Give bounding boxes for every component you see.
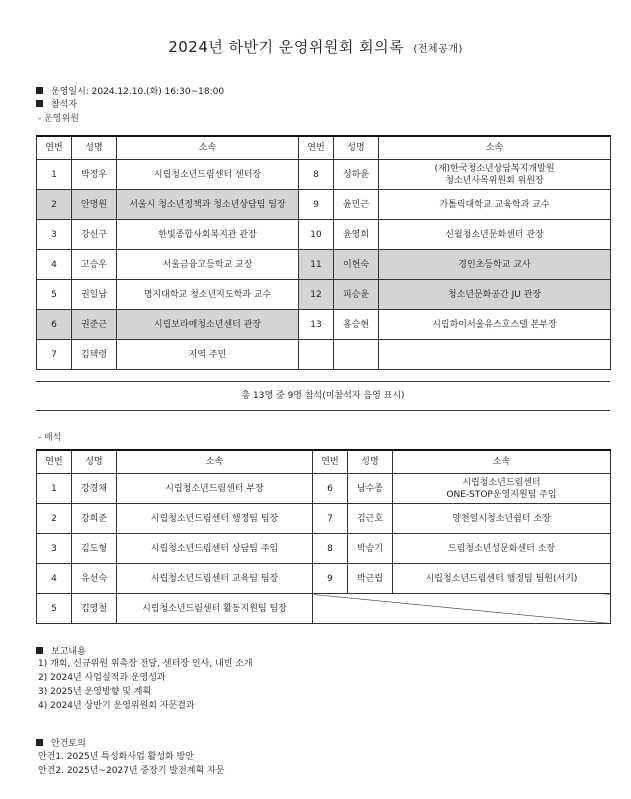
table-header-row [37,450,611,474]
meeting-date: 운영일시: 2024.12.10.(화) 16:30~18:00 [51,87,225,97]
table-row [37,280,611,310]
header-org: 소속 [117,136,299,160]
list-item: 2) 2024년 사업실적과 운영성과 [38,673,166,683]
cell-org: 신월청소년문화센터 관장 [379,220,611,250]
cell-no: 4 [37,564,72,594]
header-name: 성명 [334,136,379,160]
cell-org: 시립청소년드림센터 행정팀 팀장 [117,504,313,534]
header-name: 성명 [72,136,117,160]
table-row [37,310,611,340]
cell-name: 윤영희 [334,220,379,250]
cell-name: 안명원 [72,190,117,220]
cell-name: 권준근 [72,310,117,340]
cell-org: 시립청소년드림센터 행정팀 팀원(서기) [393,564,611,594]
table-row [37,160,611,190]
table-row [37,504,611,534]
agenda-section-heading [36,736,86,749]
bullet-square-icon [36,100,43,107]
cell-org: 시립청소년드림센터 상담팀 주임 [117,534,313,564]
cell-org: 명지대학교 청소년지도학과 교수 [117,280,299,310]
cell-org: 양천일시청소년쉼터 소장 [393,504,611,534]
title-note: (전체공개) [413,44,463,55]
cell-name: 김영철 [72,594,117,624]
cell-org: 시립청소년드림센터 부장 [117,474,313,504]
cell-org: 시립청소년드림센터 센터장 [117,160,299,190]
cell-no: 7 [37,340,72,370]
cell-org [379,340,611,370]
cell-no: 9 [313,564,348,594]
cell-org: 시립청소년드림센터 활동지원팀 팀장 [117,594,313,624]
attendees-heading: 참석자 [51,100,78,110]
cell-name: 권일남 [72,280,117,310]
table-row [37,220,611,250]
report-section-heading [36,644,86,657]
title-text: 2024년 하반기 운영위원회 회의록 [168,38,405,56]
cell-org: (재)한국청소년상담복지개발원 청소년사목위원회 위원장 [379,160,611,190]
cell-org: 시립청소년드림센터 교육팀 팀장 [117,564,313,594]
cell-name [334,340,379,370]
cell-org: 한빛종합사회복지관 관장 [117,220,299,250]
list-item: 1) 개회, 신규위원 위촉장 전달, 센터장 인사, 내빈 소개 [38,659,253,669]
cell-org: 시립보라매청소년센터 관장 [117,310,299,340]
cell-name: 윤민근 [334,190,379,220]
header-no: 연번 [299,136,334,160]
table-row [37,474,611,504]
cell-org: 시립하이서울유스호스텔 본부장 [379,310,611,340]
committee-table [36,135,611,370]
cell-org: 청소년문화공간 JU 관장 [379,280,611,310]
cell-no: 8 [299,160,334,190]
cell-no: 7 [313,504,348,534]
header-org: 소속 [393,450,611,474]
cell-no: 5 [37,594,72,624]
table-row [37,594,611,624]
cell-name: 강신구 [72,220,117,250]
cell-no: 3 [37,220,72,250]
cell-name: 홍승현 [334,310,379,340]
header-name: 성명 [72,450,117,474]
header-org: 소속 [379,136,611,160]
agenda-heading: 안건토의 [51,739,86,749]
cell-no: 12 [299,280,334,310]
header-no: 연번 [37,450,72,474]
committee-subheading: - 운영위원 [38,114,79,124]
cell-name: 남수종 [348,474,393,504]
empty-cell-diagonal [313,594,611,624]
attendees-section-heading [36,97,77,110]
cell-name: 박근립 [348,564,393,594]
cell-no: 13 [299,310,334,340]
table-row [37,534,611,564]
list-item: 4) 2024년 상반기 운영위원회 자문결과 [38,701,195,711]
agenda-list [38,750,224,778]
cell-name: 박승기 [348,534,393,564]
cell-name: 강경채 [72,474,117,504]
bullet-square-icon [36,739,43,746]
cell-name: 김근호 [348,504,393,534]
header-no: 연번 [37,136,72,160]
cell-org: 시립청소년드림센터 ONE-STOP운영지원팀 주임 [393,474,611,504]
staff-subheading: - 배석 [38,433,62,443]
report-heading: 보고내용 [51,647,86,657]
cell-name: 피승윤 [334,280,379,310]
cell-name: 박정우 [72,160,117,190]
cell-name: 성하윤 [334,160,379,190]
table-row [37,250,611,280]
cell-no: 4 [37,250,72,280]
cell-name: 김도형 [72,534,117,564]
bullet-square-icon [36,87,43,94]
cell-no: 9 [299,190,334,220]
cell-org: 가톨릭대학교 교육학과 교수 [379,190,611,220]
attendance-summary: 총 13명 중 9명 참석(미참석자 음영 표시) [36,381,610,411]
cell-org: 서울시 청소년정책과 청소년상담팀 팀장 [117,190,299,220]
list-item: 3) 2025년 운영방향 및 계획 [38,687,152,697]
cell-no: 1 [37,160,72,190]
cell-no [299,340,334,370]
table-row [37,190,611,220]
document-title [0,36,631,57]
cell-name: 고승우 [72,250,117,280]
staff-table [36,449,611,624]
cell-org: 서울금융고등학교 교장 [117,250,299,280]
cell-no: 5 [37,280,72,310]
list-item: 안건2. 2025년~2027년 중장기 발전계획 자문 [38,766,225,776]
bullet-square-icon [36,647,43,654]
report-list [38,657,253,713]
cell-no: 6 [313,474,348,504]
cell-no: 6 [37,310,72,340]
table-header-row [37,136,611,160]
list-item: 안건1. 2025년 특성화사업 활성화 방안 [38,752,194,762]
cell-no: 2 [37,504,72,534]
cell-no: 10 [299,220,334,250]
table-row [37,564,611,594]
header-org: 소속 [117,450,313,474]
header-name: 성명 [348,450,393,474]
cell-no: 1 [37,474,72,504]
cell-no: 8 [313,534,348,564]
cell-no: 2 [37,190,72,220]
cell-name: 김택령 [72,340,117,370]
cell-name: 이현숙 [334,250,379,280]
meeting-date-line [36,84,224,97]
table-row [37,340,611,370]
header-no: 연번 [313,450,348,474]
cell-no: 11 [299,250,334,280]
cell-name: 강희준 [72,504,117,534]
cell-name: 유선숙 [72,564,117,594]
cell-no: 3 [37,534,72,564]
cell-org: 지역 주민 [117,340,299,370]
cell-org: 드림청소년성문화센터 소장 [393,534,611,564]
cell-org: 경인초등학교 교사 [379,250,611,280]
